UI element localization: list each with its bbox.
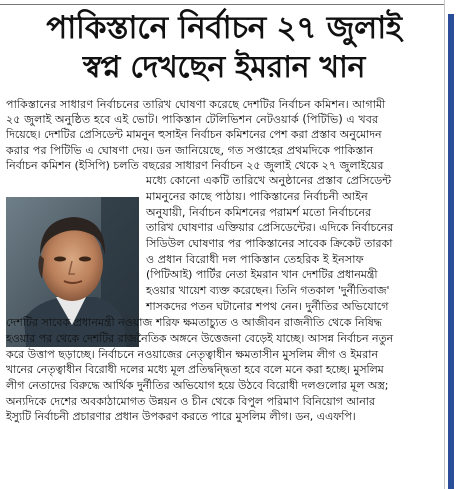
page-edge [444,0,456,489]
body-line: করে উত্তাপ ছড়াচ্ছে। নির্বাচনে নওয়াজের নেতৃত্বাধীন ক্ষমতাসীন মুসলিম লীগ ও ইমরান [6,348,379,361]
blue-margin-bar [448,14,454,489]
side-line: (পিটিআই) পার্টির নেতা ইমরান খান দেশটির প্রধানমন্ত্রী [146,268,378,281]
body-line: ২৫ জুলাই অনুষ্ঠিত হবে এই ভোট। পাকিস্তান টেলিভিশন নেটওয়ার্ক (পিটিভি) এ খবর [6,113,379,126]
side-line: সিডিউল ঘোষণার পর পাকিস্তানের সাবেক ক্রিকেট তারকা [146,237,393,250]
top-strip [0,0,456,5]
headline-line-2: স্বপ্ন দেখছেন ইমরান খান [82,50,366,85]
side-line: মধ্যে কোনো একটি তারিখে অনুষ্ঠানের প্রস্তাব প্রেসিডেন্ট [146,174,392,187]
headline [6,8,442,91]
body-line: করার পর পিটিভি এ ঘোষণা দেয়। ডন জানিয়েছে, গত সপ্তাহের প্রথমদিকে পাকিস্তান [6,144,374,157]
body-line: দিয়েছে। দেশটির প্রেসিডেন্ট মামনুন হুসাইন নির্বাচন কমিশনের পেশ করা প্রস্তাব অনুমোদন [6,128,382,141]
side-line: অনুযায়ী, নির্বাচন কমিশনের পরামর্শ মতো নির্বাচনের [146,206,372,219]
body-line: লীগ নেতাদের বিরুদ্ধে আর্থিক দুর্নীতির অভিযোগ হয়ে উঠবে বিরোধী দলগুলোর মূল অস্ত্র; [6,379,389,392]
side-line: হওয়ার খায়েশ ব্যক্ত করেছেন। তিনি গতকাল 'দুর্নীতিবাজ' [146,284,390,297]
body-line: ইস্যুটি নির্বাচনী প্রচারণার প্রধান উপকরণ করতে পারে মুসলিম লীগ। ডন, এএফপি। [6,410,356,423]
body-line: দেশটির সাবেক প্রধানমন্ত্রী নওয়াজ শরিফ ক্ষমতাচ্যুত ও আজীবন রাজনীতি থেকে নিষিদ্ধ [6,316,382,329]
body-line: খানের নেতৃত্বাধীন বিরোধী দলের মধ্যে মূল প্রতিদ্বন্দ্বিতা হবে বলে মনে করা হচ্ছে। মুসলিম [6,363,384,376]
side-line: শাসকদের পতন ঘটানোর শপথ নেন। দুর্নীতির অভিযোগে [146,300,389,313]
body-line: নির্বাচন কমিশন (ইসিপি) চলতি বছরের সাধারণ নির্বাচন ২৫ জুলাই থেকে ২৭ জুলাইয়ের [6,159,384,172]
body-line: হওয়ার পর থেকে দেশটির রাজনৈতিক অঙ্গনে উত্তেজনা বেড়েই যাচ্ছে। আসন্ন নির্বাচন নতুন [6,332,394,345]
side-line: মামনুনের কাছে পাঠায়। পাকিস্তানের নির্বাচনী আইন [146,190,368,203]
side-line: ও প্রধান বিরোধী দল পাকিস্তান তেহরিক ই ইনসাফ [146,253,364,266]
side-line: তারিখ ঘোষণার এক্তিয়ার প্রেসিডেন্টের। এদিকে নির্বাচনের [146,221,394,234]
body-line: অন্যদিকে দেশের অবকাঠামোগত উন্নয়ন ও চীন থেকে বিপুল পরিমাণ বিনিয়োগ আনার [6,395,376,408]
body-line: পাকিস্তানের সাধারণ নির্বাচনের তারিখ ঘোষণা করেছে দেশটির নির্বাচন কমিশন। আগামী [6,98,386,111]
headline-line-1: পাকিস্তানে নির্বাচন ২৭ জুলাই [46,10,402,46]
